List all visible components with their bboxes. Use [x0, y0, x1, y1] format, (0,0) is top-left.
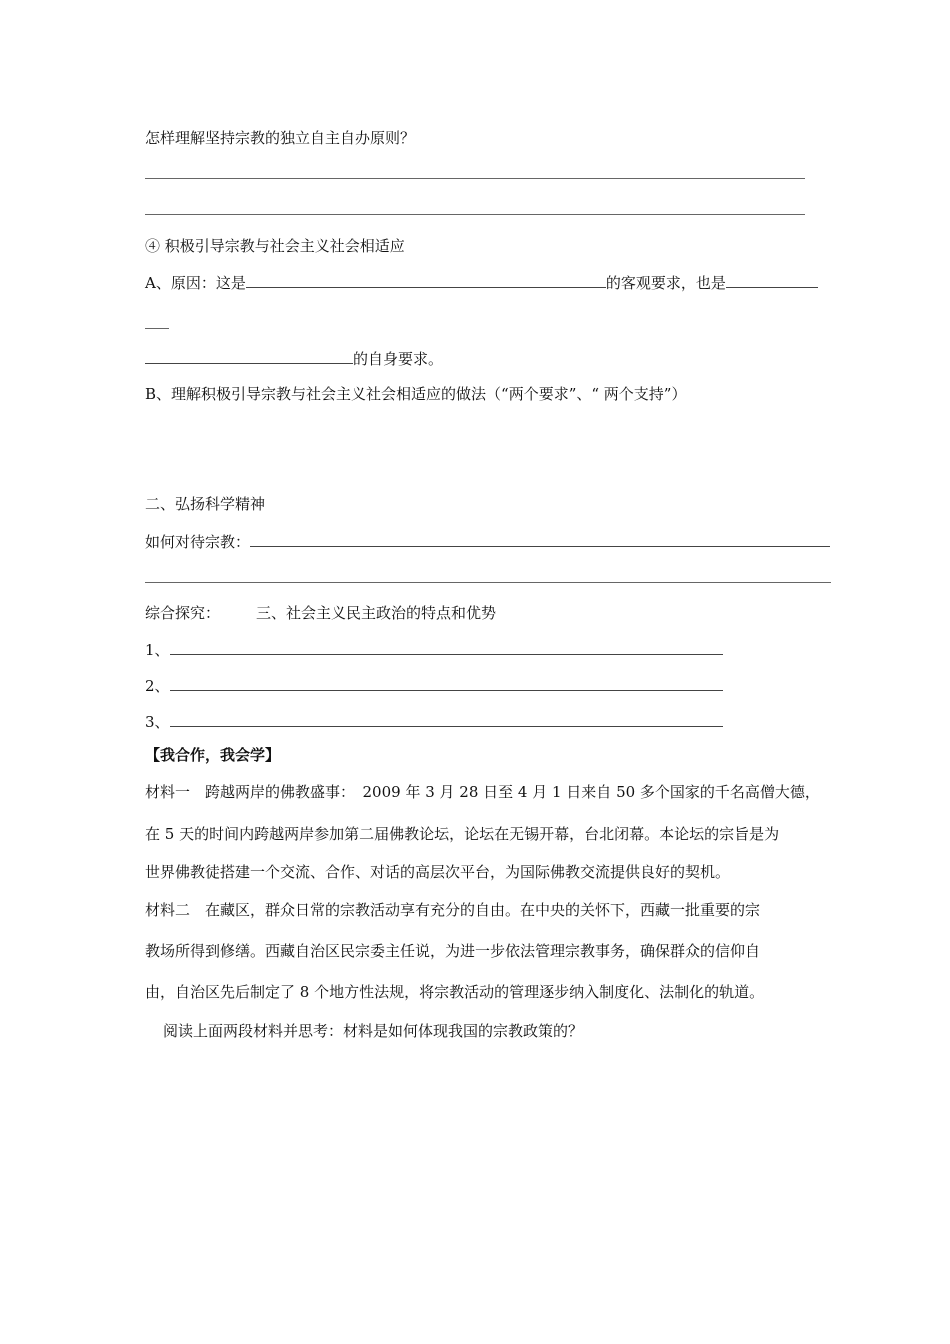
number: 3、 [145, 713, 170, 731]
material1-line1: 材料一 跨越两岸的佛教盛事： 2009 年 3 月 28 日至 4 月 1 日来自 50 多个国家的千名高僧大德， [145, 783, 820, 801]
section2-title: 二、弘扬科学精神 [145, 495, 266, 513]
answer-3 [145, 711, 723, 732]
material2-line1: 材料二 在藏区，群众日常的宗教活动享有充分的自由。在中央的关怀下，西藏一批重要的宗 [145, 901, 761, 919]
cooperation-title: 【我合作，我会学】 [145, 746, 281, 764]
answer-1 [145, 639, 723, 660]
synthesis-label: 综合探究： [145, 604, 221, 622]
number: 2、 [145, 677, 170, 695]
section3-title: 三、社会主义民主政治的特点和优势 [256, 604, 497, 622]
reason-suffix: 的自身要求。 [353, 350, 444, 368]
material2-line3: 由，自治区先后制定了 8 个地方性法规，将宗教活动的管理逐步纳入制度化、法制化的轨道。 [145, 983, 765, 1001]
answer-line [145, 178, 805, 179]
reason-prefix: A、原因：这是 [145, 274, 246, 292]
blank [170, 675, 723, 691]
material1-line3: 世界佛教徒搭建一个交流、合作、对话的高层次平台，为国际佛教交流提供良好的契机。 [145, 863, 731, 881]
answer-line [145, 582, 831, 583]
number: 1、 [145, 641, 170, 659]
blank [145, 348, 353, 364]
material2-line2: 教场所得到修缮。西藏自治区民宗委主任说，为进一步依法管理宗教事务，确保群众的信仰自 [145, 942, 761, 960]
blank [250, 531, 830, 547]
how-treat-line [145, 531, 830, 552]
blank [726, 272, 818, 288]
synthesis-line [145, 603, 496, 623]
blank-continuation [145, 328, 169, 329]
how-treat-label: 如何对待宗教： [145, 533, 251, 551]
reason-line-2 [145, 348, 443, 369]
item-b: B、理解积极引导宗教与社会主义社会相适应的做法（“两个要求”、“ 两个支持”） [145, 385, 687, 403]
item4-title: ④ 积极引导宗教与社会主义社会相适应 [145, 237, 405, 255]
blank [170, 711, 723, 727]
reason-mid: 的客观要求，也是 [605, 274, 726, 292]
question-independence: 怎样理解坚持宗教的独立自主自办原则？ [145, 129, 416, 147]
reading-question: 阅读上面两段材料并思考：材料是如何体现我国的宗教政策的？ [163, 1022, 584, 1040]
blank [170, 639, 723, 655]
answer-2 [145, 675, 723, 696]
blank [246, 272, 606, 288]
answer-line [145, 214, 805, 215]
reason-line [145, 272, 818, 293]
material1-line2: 在 5 天的时间内跨越两岸参加第二届佛教论坛，论坛在无锡开幕，台北闭幕。本论坛的宗旨是为 [145, 825, 780, 843]
